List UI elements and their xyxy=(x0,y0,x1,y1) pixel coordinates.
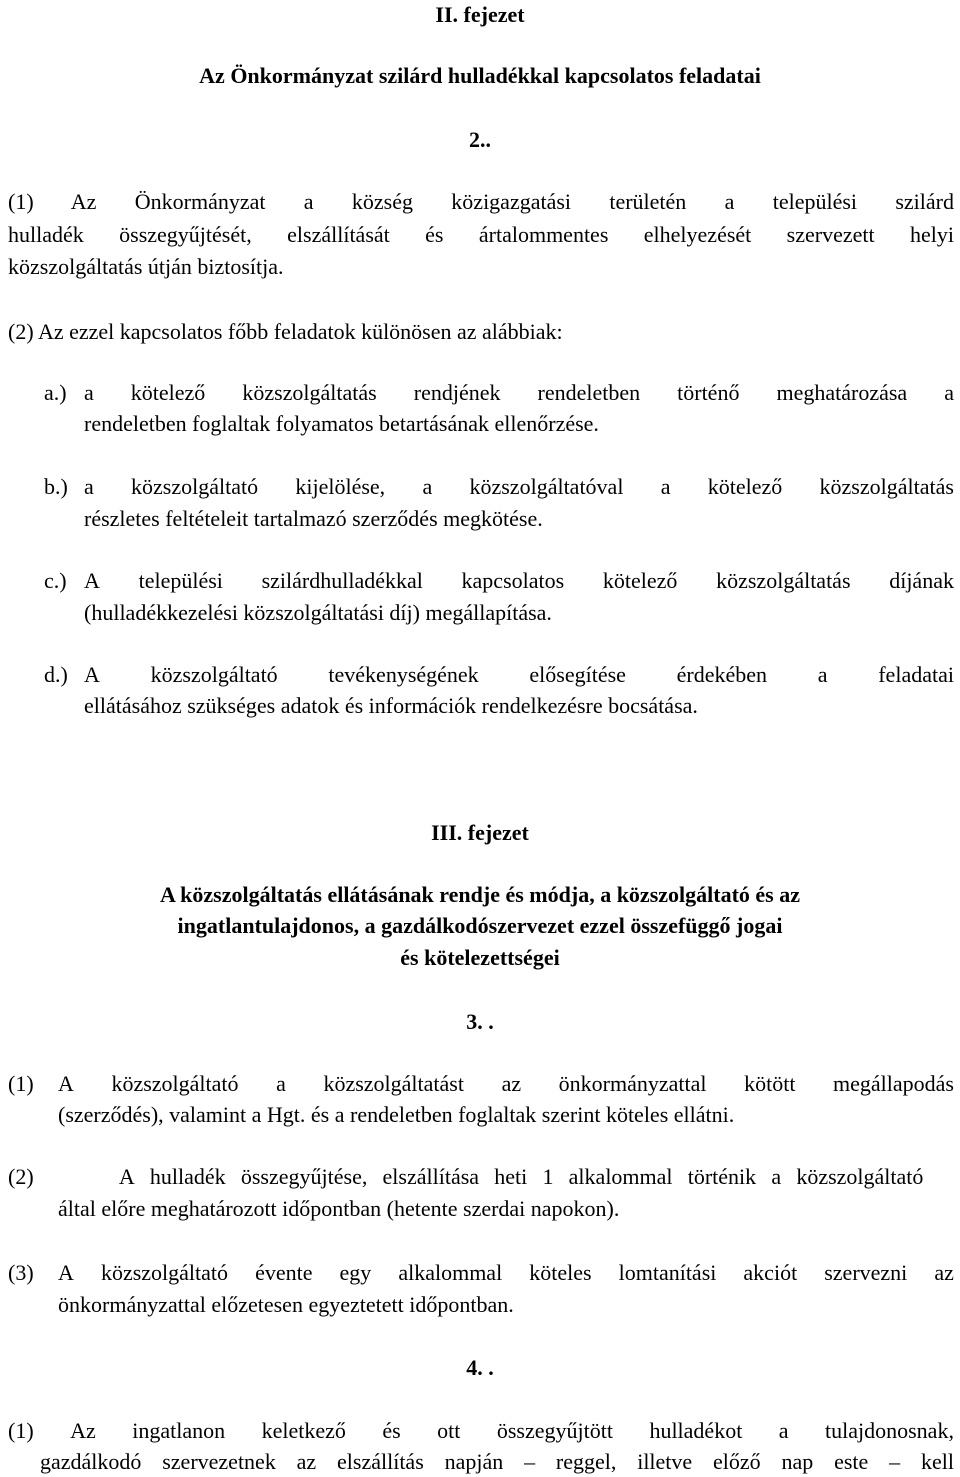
item-b-line-1 xyxy=(84,472,954,502)
word: elszállítását xyxy=(287,222,390,247)
word: nap xyxy=(781,1449,814,1474)
word: feladatai xyxy=(878,662,954,687)
word: közszolgáltatás xyxy=(819,474,954,499)
word: évente xyxy=(255,1260,313,1285)
section-4-para-1-line-1 xyxy=(8,1416,954,1446)
word: előző xyxy=(713,1449,761,1474)
section-4-number: 4. . xyxy=(466,1355,494,1380)
word: szervezetnek xyxy=(162,1449,276,1474)
word: egy xyxy=(339,1260,372,1285)
word: alkalommal xyxy=(398,1260,503,1285)
item-c-line-1 xyxy=(84,566,954,596)
word: hulladékot xyxy=(649,1418,743,1443)
word: kötelező xyxy=(602,568,678,593)
word: rendeletben xyxy=(537,380,641,405)
word: a xyxy=(84,474,94,499)
word: napján xyxy=(444,1449,504,1474)
word: tevékenységének xyxy=(328,662,479,687)
section-2-para-1-line-2 xyxy=(8,220,954,250)
word: A xyxy=(58,1260,74,1285)
word: 1 xyxy=(542,1164,554,1189)
word: közszolgáltatás xyxy=(242,380,377,405)
word: kijelölése, xyxy=(295,474,386,499)
word: a xyxy=(276,1071,286,1096)
section-3-para-3-line-2: önkormányzattal előzetesen egyeztetett időpontban. xyxy=(58,1292,514,1317)
section-3-para-1-label: (1) xyxy=(8,1071,34,1096)
word: és xyxy=(425,222,444,247)
word: A xyxy=(58,1071,74,1096)
section-3-para-1-line-2: (szerződés), valamint a Hgt. és a rendeletben foglaltak szerint köteles ellátni. xyxy=(58,1102,735,1127)
word: települési xyxy=(138,568,223,593)
word: közszolgáltató xyxy=(100,1260,229,1285)
word: szervezni xyxy=(824,1260,908,1285)
word: tulajdonosnak, xyxy=(825,1418,954,1443)
word: heti xyxy=(494,1164,528,1189)
word: – xyxy=(889,1449,901,1474)
word: ártalommentes xyxy=(478,222,609,247)
section-3-para-3-line-1 xyxy=(58,1258,954,1288)
word: köteles xyxy=(529,1260,592,1285)
item-b-line-2: részletes feltételeit tartalmazó szerződés megkötése. xyxy=(84,506,543,531)
item-a-line-1 xyxy=(84,378,954,408)
item-d-line-2: ellátásához szükséges adatok és információk rendelkezésre bocsátása. xyxy=(84,693,698,718)
word: A xyxy=(84,662,100,687)
word: a xyxy=(84,380,94,405)
word: A xyxy=(84,568,100,593)
item-b-label: b.) xyxy=(44,474,68,499)
word: közszolgáltató xyxy=(796,1164,924,1189)
section-3-para-2-line-2: által előre meghatározott időpontban (hetente szerdai napokon). xyxy=(58,1196,620,1221)
word: közszolgáltató xyxy=(150,662,278,687)
word: történő xyxy=(677,380,740,405)
item-d-line-1 xyxy=(84,660,954,690)
word: történik xyxy=(687,1164,757,1189)
word: az xyxy=(934,1260,954,1285)
section-3-para-2-label: (2) xyxy=(8,1164,34,1189)
word: a xyxy=(817,662,828,687)
word: ott xyxy=(437,1418,461,1443)
section-2-para-1-line-3: közszolgáltatás útján biztosítja. xyxy=(8,254,284,279)
section-3-number: 3. . xyxy=(466,1009,494,1034)
item-d-label: d.) xyxy=(44,662,68,687)
word: meghatározása xyxy=(776,380,908,405)
word: elősegítése xyxy=(529,662,626,687)
word: rendjének xyxy=(413,380,501,405)
word: A xyxy=(118,1164,135,1189)
chapter-3-heading: III. fejezet xyxy=(431,820,529,845)
chapter-3-title-line-1: A közszolgáltatás ellátásának rendje és módja, a közszolgáltató és az xyxy=(160,882,800,907)
word: a xyxy=(778,1418,789,1443)
section-2-number: 2.. xyxy=(469,127,491,152)
word: reggel, xyxy=(555,1449,617,1474)
word: önkormányzattal xyxy=(558,1071,707,1096)
word: díjának xyxy=(889,568,954,593)
word: megállapodás xyxy=(833,1071,954,1096)
section-3-para-2-line-1 xyxy=(58,1162,954,1192)
word: alkalommal xyxy=(568,1164,673,1189)
word: a xyxy=(771,1164,782,1189)
word: helyi xyxy=(910,222,954,247)
word: hulladék xyxy=(149,1164,226,1189)
item-a-line-2: rendeletben foglaltak folyamatos betartásának ellenőrzése. xyxy=(84,411,599,436)
word: kötelező xyxy=(707,474,783,499)
item-a-label: a.) xyxy=(44,380,67,405)
word: akciót xyxy=(743,1260,798,1285)
word: közszolgáltatást xyxy=(323,1071,464,1096)
word: kell xyxy=(920,1449,954,1474)
word: – xyxy=(524,1449,536,1474)
section-4-para-1-line-2 xyxy=(40,1447,954,1477)
word: illetve xyxy=(637,1449,693,1474)
word: összegyűjtése, xyxy=(240,1164,368,1189)
word: a xyxy=(422,474,433,499)
word: összegyűjtött xyxy=(496,1418,613,1443)
word: közszolgáltató xyxy=(131,474,259,499)
word: kötelező xyxy=(130,380,206,405)
word: (1) xyxy=(8,1418,34,1443)
word: elszállítása xyxy=(382,1164,480,1189)
word: közszolgáltatás xyxy=(716,568,851,593)
section-2-para-2: (2) Az ezzel kapcsolatos főbb feladatok különösen az alábbiak: xyxy=(8,319,563,344)
item-c-line-2: (hulladékkezelési közszolgáltatási díj) megállapítása. xyxy=(84,600,552,625)
text-line: (1) Az Önkormányzat a község közigazgatási területén a települési szilárd xyxy=(8,189,954,214)
word: hulladék xyxy=(8,222,84,247)
word: közszolgáltató xyxy=(111,1071,239,1096)
section-3-para-1-line-1 xyxy=(58,1069,954,1099)
chapter-3-title-line-2: ingatlantulajdonos, a gazdálkodószervezet ezzel összefüggő jogai xyxy=(177,913,783,938)
word: közszolgáltatóval xyxy=(469,474,624,499)
section-3-para-3-label: (3) xyxy=(8,1260,34,1285)
word: lomtanítási xyxy=(618,1260,717,1285)
word: a xyxy=(944,380,954,405)
word: Az xyxy=(70,1418,96,1443)
word: szilárdhulladékkal xyxy=(261,568,423,593)
word: keletkező xyxy=(261,1418,346,1443)
word: kötött xyxy=(744,1071,796,1096)
word: gazdálkodó xyxy=(40,1449,142,1474)
word: kapcsolatos xyxy=(461,568,565,593)
chapter-2-heading: II. fejezet xyxy=(435,2,525,27)
word: elhelyezését xyxy=(643,222,752,247)
chapter-2-title: Az Önkormányzat szilárd hulladékkal kapcsolatos feladatai xyxy=(199,63,761,88)
word: összegyűjtését, xyxy=(119,222,252,247)
word: az xyxy=(296,1449,317,1474)
item-c-label: c.) xyxy=(44,568,67,593)
word: és xyxy=(382,1418,401,1443)
word: az xyxy=(501,1071,522,1096)
word: este xyxy=(834,1449,869,1474)
chapter-3-title-line-3: és kötelezettségei xyxy=(400,945,560,970)
word: ingatlanon xyxy=(132,1418,226,1443)
word: a xyxy=(660,474,671,499)
word: elszállítás xyxy=(337,1449,424,1474)
section-2-para-1-line-1 xyxy=(8,187,954,217)
word: érdekében xyxy=(676,662,768,687)
word: szervezett xyxy=(786,222,875,247)
